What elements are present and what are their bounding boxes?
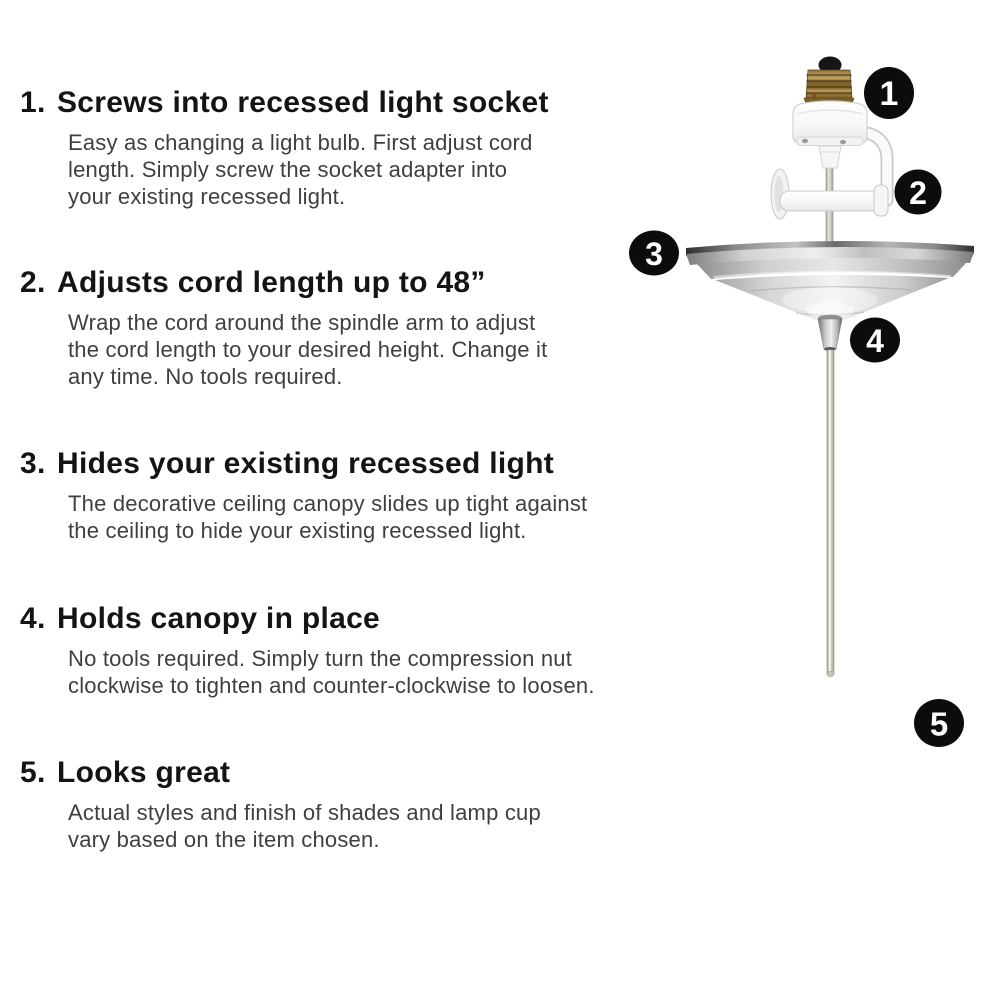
- step-1-title: [20, 84, 549, 122]
- step-2-body: [68, 309, 547, 390]
- callout-5-label: 5: [929, 705, 949, 743]
- step-2: [20, 264, 547, 390]
- step-body-line: your existing recessed light.: [68, 184, 346, 209]
- step-body-line: any time. No tools required.: [68, 364, 343, 389]
- step-1-body: [68, 129, 549, 210]
- step-body-line: clockwise to tighten and counter-clockwise to loosen.: [68, 673, 595, 698]
- step-1: [20, 84, 549, 210]
- step-body-line: Easy as changing a light bulb. First adjust cord: [68, 130, 533, 155]
- step-body-line: length. Simply screw the socket adapter into: [68, 157, 508, 182]
- step-body-line: No tools required. Simply turn the compression nut: [68, 646, 573, 671]
- step-body-line: the cord length to your desired height. Change it: [68, 337, 548, 362]
- spindle-right-flange: [874, 185, 888, 216]
- screw-base: [804, 57, 854, 105]
- step-4-number: 4.: [20, 602, 46, 635]
- step-1-heading: Screws into recessed light socket: [57, 86, 549, 119]
- step-body-line: Actual styles and finish of shades and lamp cup: [68, 800, 541, 825]
- step-5-number: 5.: [20, 756, 46, 789]
- step-body-line: the ceiling to hide your existing recessed light.: [68, 518, 527, 543]
- step-3: [20, 445, 587, 544]
- step-2-title: [20, 264, 547, 302]
- step-5-body: [68, 799, 541, 853]
- step-5-title: [20, 754, 541, 792]
- ceiling-canopy: [686, 241, 974, 322]
- step-4-title: [20, 600, 595, 638]
- step-4-body: [68, 645, 595, 699]
- step-5: [20, 754, 541, 853]
- step-3-body: [68, 490, 587, 544]
- step-1-number: 1.: [20, 86, 46, 119]
- step-body-line: vary based on the item chosen.: [68, 827, 380, 852]
- step-3-number: 3.: [20, 447, 46, 480]
- step-body-line: Wrap the cord around the spindle arm to adjust: [68, 310, 536, 335]
- hanging-cord: [827, 350, 834, 677]
- callout-4-badge: [850, 318, 900, 363]
- callout-4-label: 4: [866, 323, 884, 359]
- socket-adapter: [793, 101, 867, 168]
- callout-1-badge: [864, 67, 914, 119]
- step-2-heading: Adjusts cord length up to 48”: [57, 266, 486, 299]
- callout-2-label: 2: [909, 175, 927, 211]
- step-4: [20, 600, 595, 699]
- callout-1-label: 1: [879, 75, 899, 113]
- step-3-heading: Hides your existing recessed light: [57, 447, 555, 480]
- step-4-heading: Holds canopy in place: [57, 602, 381, 635]
- callout-2-badge: [895, 170, 942, 215]
- callout-3-label: 3: [645, 236, 663, 272]
- step-body-line: The decorative ceiling canopy slides up tight against: [68, 491, 588, 516]
- compression-nut: [818, 315, 842, 351]
- product-illustration: [600, 0, 1000, 1000]
- callout-3-badge: [629, 231, 679, 276]
- callout-5-badge: [914, 699, 964, 747]
- step-5-heading: Looks great: [57, 756, 231, 789]
- step-3-title: [20, 445, 587, 483]
- socket-neck: [819, 146, 841, 168]
- step-2-number: 2.: [20, 266, 46, 299]
